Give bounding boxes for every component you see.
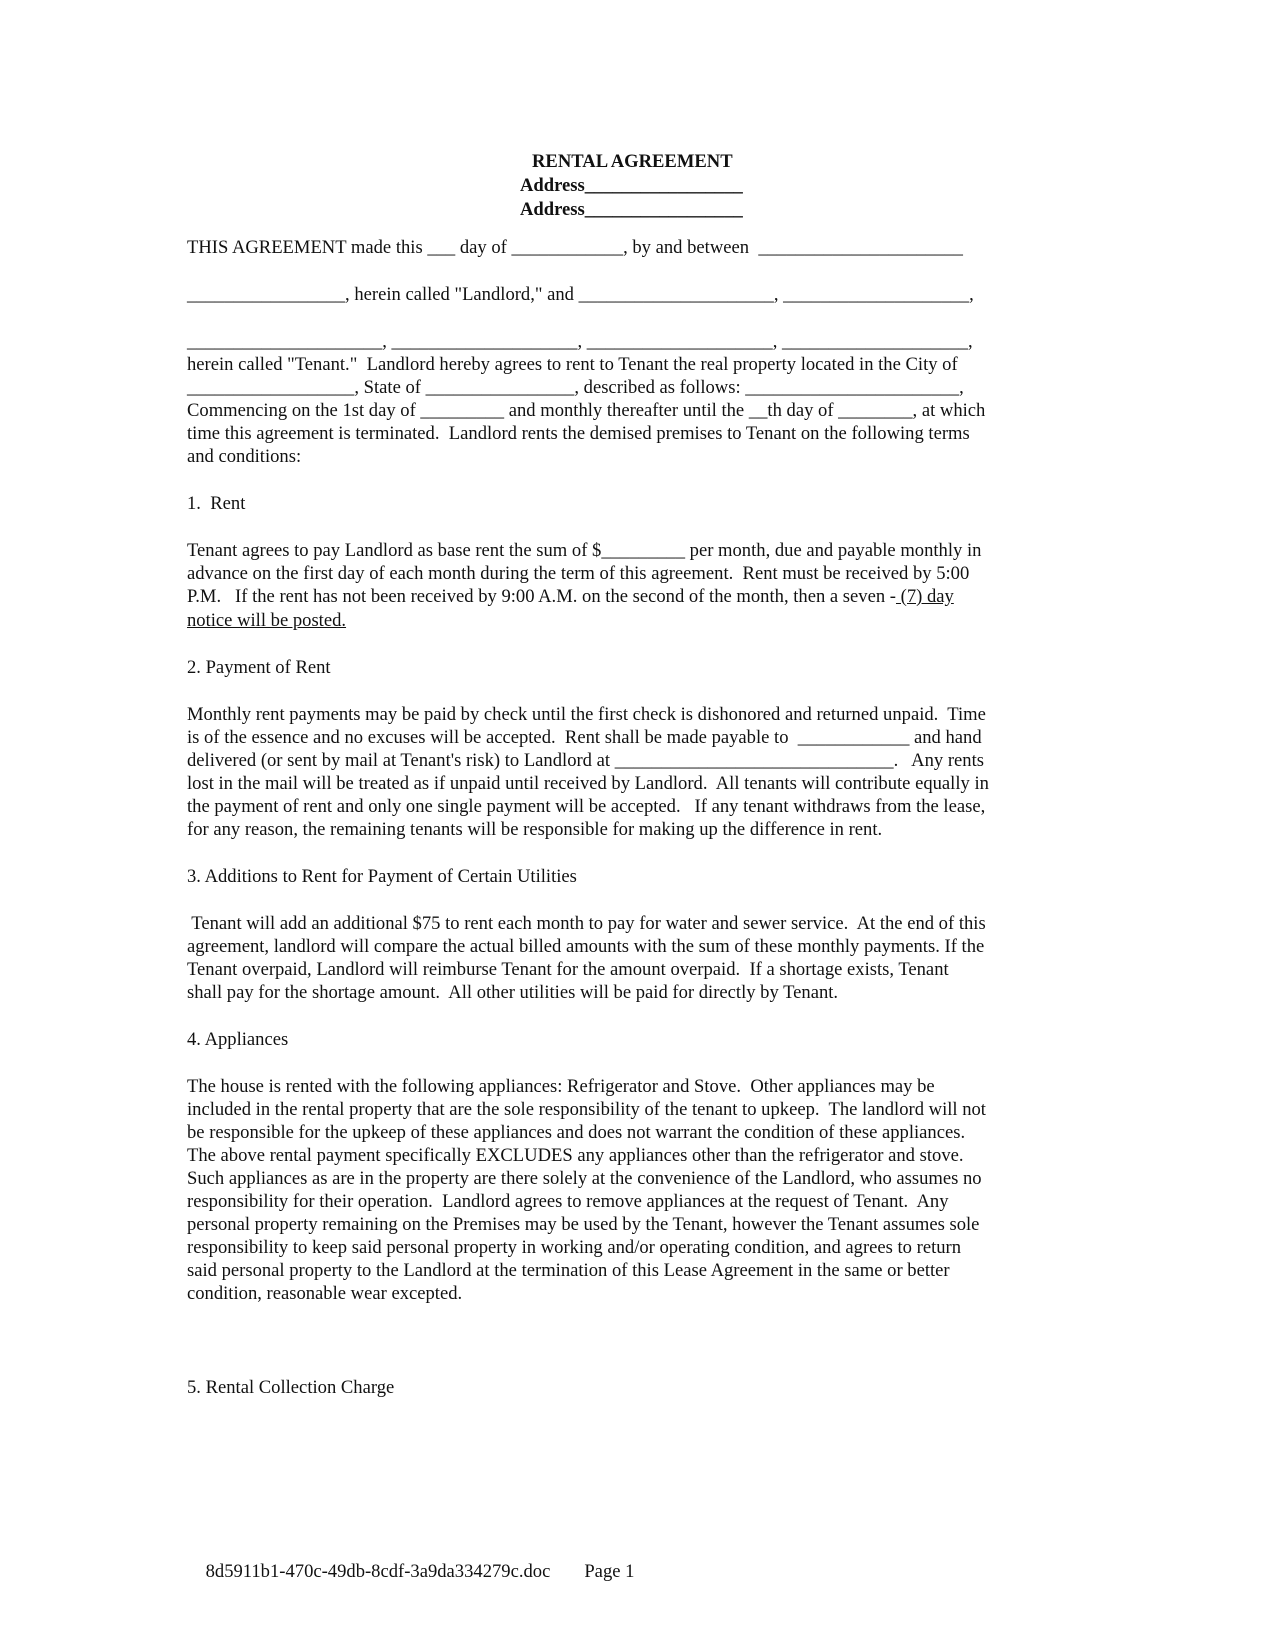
address-line-2: Address_________________ — [520, 199, 743, 220]
utilities-line-2: agreement, landlord will compare the actual billed amounts with the sum of these monthly payments. If the — [187, 936, 985, 957]
rent-line-3-underlined: (7) day — [895, 586, 954, 607]
payment-line-3: delivered (or sent by mail at Tenant's risk) to Landlord at ______________________________. Any rents — [187, 750, 984, 771]
appliances-line-5: Such appliances as are in the property are there solely at the convenience of the Landlord, who assumes no — [187, 1168, 982, 1189]
section-heading-collection-charge: 5. Rental Collection Charge — [187, 1377, 395, 1398]
utilities-line-4: shall pay for the shortage amount. All other utilities will be paid for directly by Tenant. — [187, 982, 839, 1003]
section-heading-appliances: 4. Appliances — [187, 1029, 289, 1050]
section-heading-payment: 2. Payment of Rent — [187, 657, 331, 678]
footer-page-number: Page 1 — [584, 1561, 635, 1582]
rent-line-4-underlined: notice will be posted. — [187, 610, 347, 631]
address-line-1: Address_________________ — [520, 175, 743, 196]
intro-line-3: _____________________, ____________________, ____________________, ____________________, — [187, 331, 973, 352]
intro-line-6: Commencing on the 1st day of _________ and monthly thereafter until the __th day of ________, at which — [187, 400, 986, 421]
intro-line-5: __________________, State of ________________, described as follows: _______________________, — [187, 377, 964, 398]
document-title: RENTAL AGREEMENT — [532, 151, 733, 172]
payment-line-2: is of the essence and no excuses will be accepted. Rent shall be made payable to ____________ and hand — [187, 727, 982, 748]
appliances-line-10: condition, reasonable wear excepted. — [187, 1283, 463, 1304]
section-heading-rent: 1. Rent — [187, 493, 246, 514]
appliances-line-9: said personal property to the Landlord at the termination of this Lease Agreement in the same or better — [187, 1260, 950, 1281]
page-footer — [187, 1536, 634, 1608]
payment-line-4: lost in the mail will be treated as if unpaid until received by Landlord. All tenants will contribute equally in — [187, 773, 989, 794]
appliances-line-1: The house is rented with the following appliances: Refrigerator and Stove. Other appliances may be — [187, 1076, 935, 1097]
rent-line-3-text: P.M. If the rent has not been received by 9:00 A.M. on the second of the month, then a seven - — [187, 586, 896, 607]
payment-line-1: Monthly rent payments may be paid by check until the first check is dishonored and returned unpaid. Time — [187, 704, 986, 725]
payment-line-6: for any reason, the remaining tenants will be responsible for making up the difference in rent. — [187, 819, 883, 840]
appliances-line-6: responsibility for their operation. Landlord agrees to remove appliances at the request of Tenant. Any — [187, 1191, 949, 1212]
intro-line-7: time this agreement is terminated. Landlord rents the demised premises to Tenant on the following terms — [187, 423, 970, 444]
intro-line-2: _________________, herein called "Landlord," and _____________________, ____________________, — [187, 284, 974, 305]
rent-line-3 — [187, 585, 954, 609]
intro-line-4: herein called "Tenant." Landlord hereby agrees to rent to Tenant the real property located in the City of — [187, 354, 958, 375]
title-block — [520, 150, 743, 222]
section-heading-utilities: 3. Additions to Rent for Payment of Certain Utilities — [187, 866, 577, 887]
footer-filename: 8d5911b1-470c-49db-8cdf-3a9da334279c.doc — [205, 1561, 551, 1582]
intro-line-8: and conditions: — [187, 446, 302, 467]
appliances-line-4: The above rental payment specifically EXCLUDES any appliances other than the refrigerator and stove. — [187, 1145, 964, 1166]
payment-line-5: the payment of rent and only one single payment will be accepted. If any tenant withdraws from the lease, — [187, 796, 986, 817]
appliances-line-8: responsibility to keep said personal property in working and/or operating condition, and agrees to return — [187, 1237, 962, 1258]
utilities-line-3: Tenant overpaid, Landlord will reimburse Tenant for the amount overpaid. If a shortage exists, Tenant — [187, 959, 949, 980]
utilities-line-1: Tenant will add an additional $75 to rent each month to pay for water and sewer service. At the end of this — [187, 913, 986, 934]
rent-line-1: Tenant agrees to pay Landlord as base rent the sum of $_________ per month, due and payable monthly in — [187, 540, 982, 561]
appliances-line-7: personal property remaining on the Premises may be used by the Tenant, however the Tenant assumes sole — [187, 1214, 980, 1235]
appliances-line-2: included in the rental property that are the sole responsibility of the tenant to upkeep. The landlord will not — [187, 1099, 986, 1120]
appliances-line-3: be responsible for the upkeep of these appliances and does not warrant the condition of these appliances. — [187, 1122, 966, 1143]
intro-line-1: THIS AGREEMENT made this ___ day of ____________, by and between ______________________ — [187, 237, 963, 258]
rent-line-2: advance on the first day of each month during the term of this agreement. Rent must be received by 5:00 — [187, 563, 970, 584]
